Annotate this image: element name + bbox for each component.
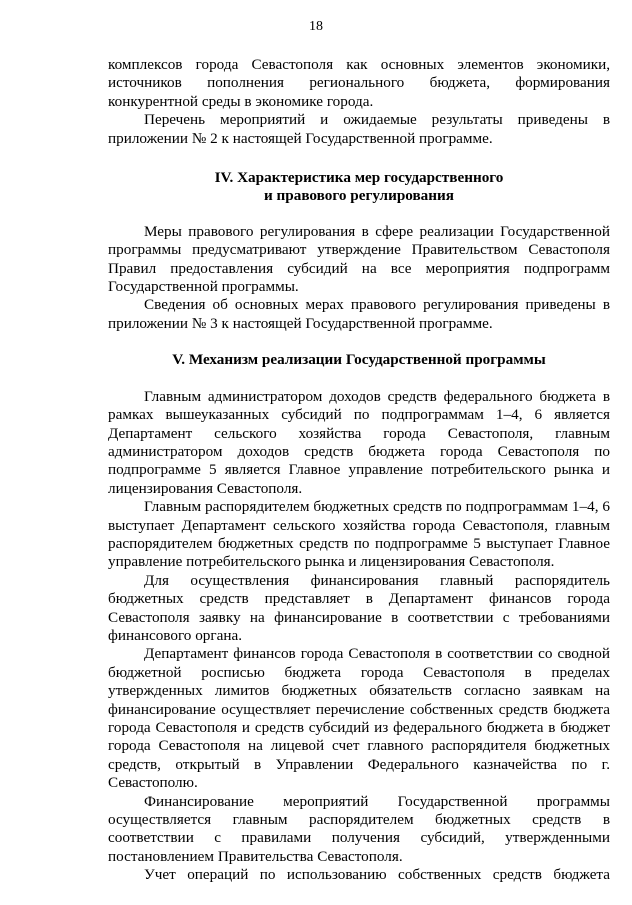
paragraph: Финансирование мероприятий Государственной программы осуществляется главным распорядителем бюджетных средств в соответствии с правилами получения субсидий, утвержденными постановлением Правительства Севастополя. <box>108 792 610 865</box>
paragraph: Перечень мероприятий и ожидаемые результаты приведены в приложении № 2 к настоящей Государственной программе. <box>108 111 610 147</box>
paragraph: Меры правового регулирования в сфере реализации Государственной программы предусматривают утверждение Правительством Севастополя Правил предоставления субсидий на все мероприятия подпрограмм Государственной программы. <box>108 222 610 296</box>
section-heading-v: V. Механизм реализации Государственной программы <box>172 351 546 369</box>
document-body <box>108 56 610 885</box>
paragraph-continuation: комплексов города Севастополя как основных элементов экономики, источников пополнения регионального бюджета, формирования конкурентной среды в экономике города. <box>108 56 610 110</box>
page-number: 18 <box>309 19 323 34</box>
section-heading-iv-line2: и правового регулирования <box>264 187 454 205</box>
paragraph: Департамент финансов города Севастополя в соответствии со сводной бюджетной росписью бюджета города Севастополя в пределах утвержденных лимитов бюджетных обязательств согласно заявкам на финансирование осуществляет перечисление собственных средств бюджета города Севастополя и средств субсидий из федерального бюджета в бюджет города Севастополя на лицевой счет главного распорядителя бюджетных средств, открытый в Управлении Федерального казначейства по г. Севастополю. <box>108 645 610 792</box>
paragraph: Сведения об основных мерах правового регулирования приведены в приложении № 3 к настоящей Государственной программе. <box>108 296 610 332</box>
paragraph: Главным администратором доходов средств федерального бюджета в рамках вышеуказанных субсидий по подпрограммам 1–4, 6 является Департамент сельского хозяйства города Севастополя, главным администратором доходов средств бюджета города Севастополя по подпрограмме 5 является Главное управление потребительского рынка и лицензирования Севастополя. <box>108 387 610 497</box>
paragraph: Главным распорядителем бюджетных средств по подпрограммам 1–4, 6 выступает Департамент сельского хозяйства города Севастополя, главным распорядителем бюджетных средств по подпрограмме 5 выступает Главное управление потребительского рынка и лицензирования Севастополя. <box>108 498 610 571</box>
paragraph-truncated: Учет операций по использованию собственных средств бюджета <box>144 866 610 884</box>
section-heading-iv <box>108 169 610 206</box>
section-heading-iv-line1: IV. Характеристика мер государственного <box>214 169 504 187</box>
paragraph: Для осуществления финансирования главный распорядитель бюджетных средств представляет в Департамент финансов города Севастополя заявку на финансирование в соответствии с требованиями финансового органа. <box>108 571 610 644</box>
